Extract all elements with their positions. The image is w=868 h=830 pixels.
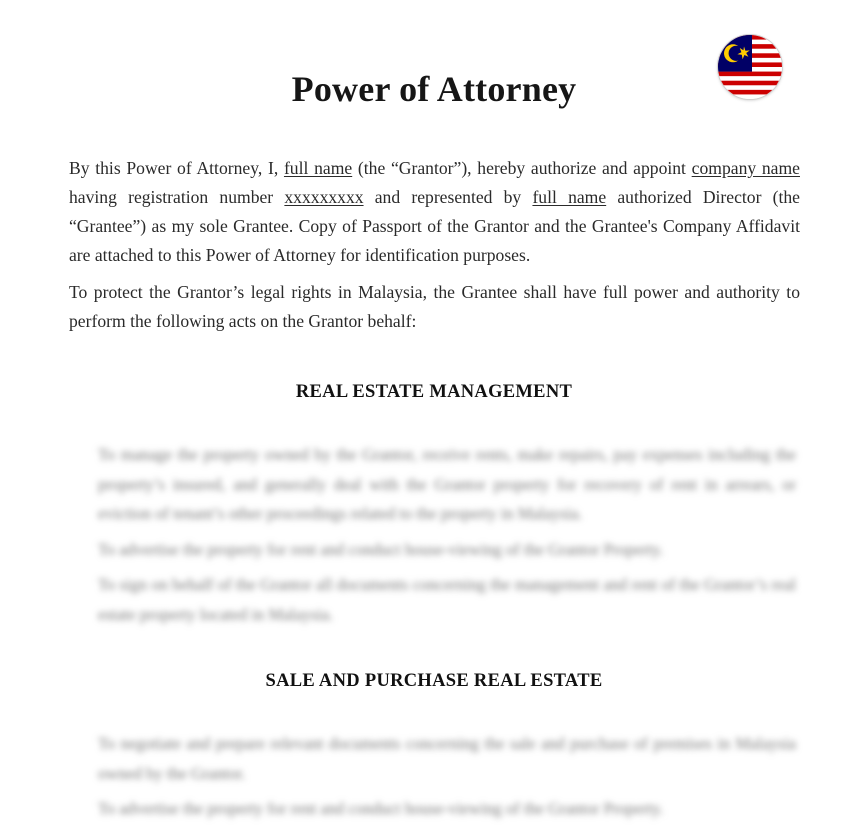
blurred-item: To advertise the property for rent and conduct house-viewing of the Grantor Property. bbox=[98, 799, 664, 818]
blurred-item: To sign on behalf of the Grantor all documents concerning the management and rent of the Grantor’s real estate property located in Malaysia. bbox=[98, 575, 796, 624]
text-segment: authorized Director (the “Grantee”) as my sole Grantee. Copy of Passport of the Grantor and the Grantee's Company Affidavit are attached to this Power of Attorney for identification purposes. bbox=[69, 187, 800, 265]
section-heading-real-estate-management: REAL ESTATE MANAGEMENT bbox=[295, 382, 573, 402]
text-segment: having registration number bbox=[69, 187, 285, 207]
grant-paragraph bbox=[69, 154, 800, 270]
company-name-field: company name bbox=[691, 158, 800, 178]
blurred-section-content bbox=[98, 729, 796, 830]
blurred-item: To negotiate and prepare relevant documents concerning the sale and purchase of premises in Malaysia owned by the Grantor. bbox=[98, 734, 796, 783]
blurred-item: To manage the property owned by the Grantor, receive rents, make repairs, pay expenses including the property’s insured, and generally deal with the Grantor property for recovery of rent in arrears, or eviction of tenant’s other proceedings related to the property in Malaysia. bbox=[98, 445, 796, 523]
blurred-section-content bbox=[98, 440, 796, 635]
text-segment: (the “Grantor”), hereby authorize and appoint bbox=[352, 158, 692, 178]
blurred-item: To advertise the property for rent and conduct house-viewing of the Grantor Property. bbox=[98, 539, 664, 559]
text-segment: By this Power of Attorney, I, bbox=[69, 158, 284, 178]
document-title: Power of Attorney bbox=[291, 69, 577, 109]
powers-intro-paragraph: To protect the Grantor’s legal rights in Malaysia, the Grantee shall have full power and authority to perform the following acts on the Grantor behalf: bbox=[69, 282, 800, 331]
director-name-field: full name bbox=[532, 187, 607, 207]
section-heading-sale-and-purchase: SALE AND PURCHASE REAL ESTATE bbox=[265, 671, 603, 691]
text-segment: and represented by bbox=[363, 187, 533, 207]
grantor-name-field: full name bbox=[283, 158, 353, 178]
registration-number-field: xxxxxxxxx bbox=[284, 187, 364, 207]
